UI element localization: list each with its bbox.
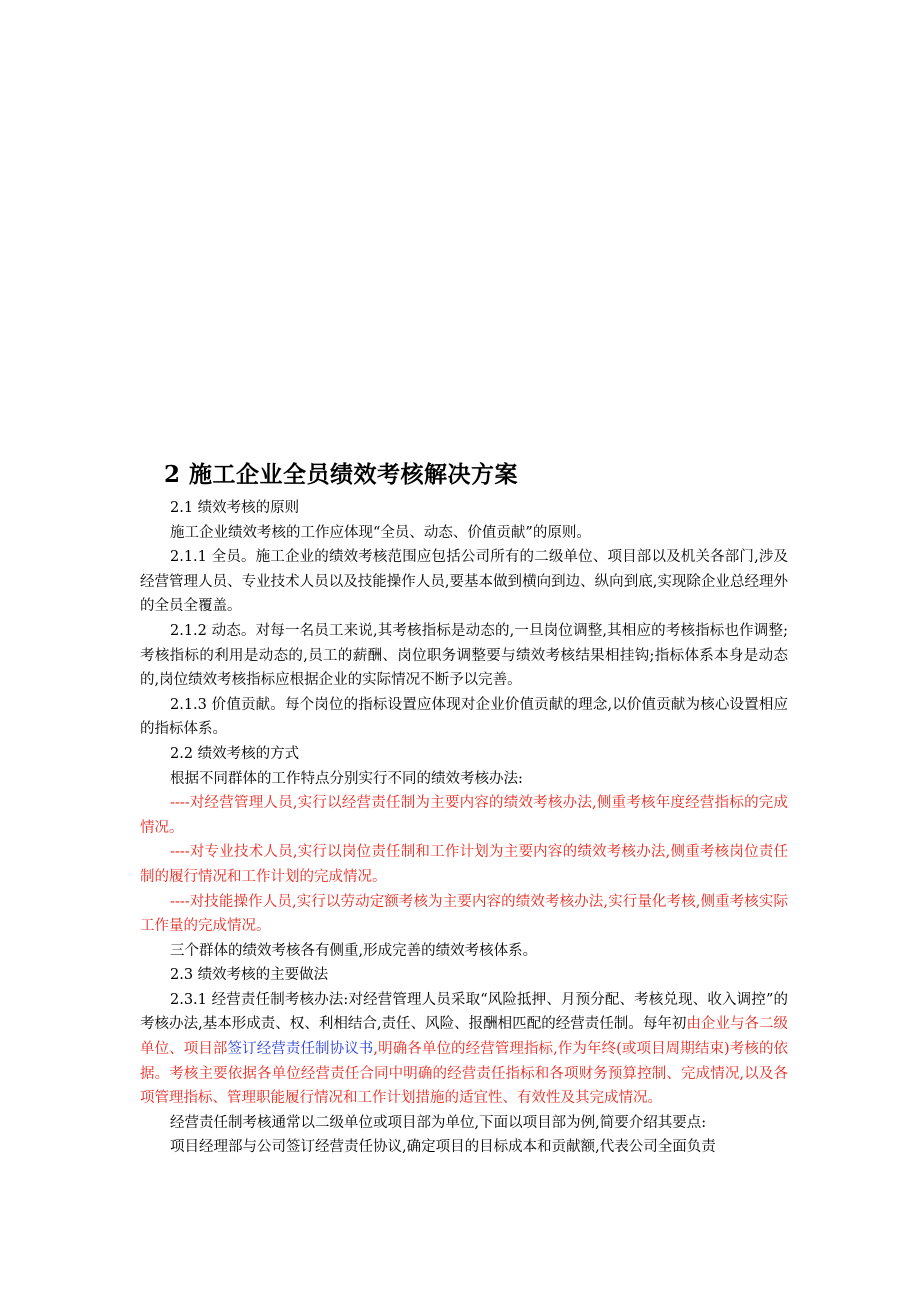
text-span: 经营责任制考核通常以二级单位或项目部为单位,下面以项目部为例,简要介绍其要点: bbox=[170, 1114, 707, 1131]
paragraph-2-3 bbox=[140, 963, 788, 988]
text-span: 2.3 绩效考核的主要做法 bbox=[170, 967, 329, 984]
section-heading: 2 施工企业全员绩效考核解决方案 bbox=[164, 461, 519, 488]
text-span: 根据不同群体的工作特点分别实行不同的绩效考核办法: bbox=[170, 770, 523, 787]
text-span: 三个群体的绩效考核各有侧重,形成完善的绩效考核体系。 bbox=[170, 942, 538, 959]
text-span: 2.1 绩效考核的原则 bbox=[170, 500, 300, 516]
text-span: 2.3.1 经营责任制考核办法:对经营管理人员采取“风险抵押、月预分配、考核兑现、收入调控”的考核办法,基本形成责、权、利相结合,责任、风险、报酬相匹配的经营责任制。每年初 bbox=[140, 991, 788, 1033]
red-text-span: ----对技能操作人员,实行以劳动定额考核为主要内容的绩效考核办法,实行量化考核,侧重考核实际工作量的完成情况。 bbox=[140, 893, 788, 935]
paragraph-summary bbox=[140, 939, 788, 964]
text-span: 2.2 绩效考核的方式 bbox=[170, 745, 300, 762]
paragraph-2-1 bbox=[140, 496, 788, 521]
paragraph-2-1-2 bbox=[140, 619, 788, 693]
text-span: 2.1.1 全员。施工企业的绩效考核范围应包括公司所有的二级单位、项目部以及机关各部门,涉及经营管理人员、专业技术人员以及技能操作人员,要基本做到横向到边、纵向到底,实现除企业总经理外的全员全覆盖。 bbox=[140, 549, 788, 615]
text-span: 2.1.3 价值贡献。每个岗位的指标设置应体现对企业价值贡献的理念,以价值贡献为核心设置相应的指标体系。 bbox=[140, 696, 788, 738]
text-span: 项目经理部与公司签订经营责任协议,确定项目的目标成本和贡献额,代表公司全面负责 bbox=[170, 1139, 716, 1156]
blue-text-span: 签订经营责任制协议书 bbox=[227, 1041, 374, 1058]
paragraph-project-manager bbox=[140, 1135, 788, 1160]
paragraph-principle-intro bbox=[140, 521, 788, 546]
paragraph-management-staff bbox=[140, 791, 788, 840]
paragraph-2-1-1 bbox=[140, 545, 788, 619]
paragraph-2-2 bbox=[140, 742, 788, 767]
paragraph-method-intro bbox=[140, 767, 788, 792]
red-text-span: ,明确各单位的经营管理指标,作为年终(或项目周期结束)考核的依据。考核主要依据各单位经营责任合同中明确的经营责任指标和各项财务预算控制、完成情况,以及各项管理指标、管理职能履行情况和工作计划措施的适宜性、有效性及其完成情况。 bbox=[140, 1041, 789, 1107]
paragraph-skilled-workers bbox=[140, 890, 788, 939]
red-text-span: 由企业与各二级单位、项目部 bbox=[140, 1016, 789, 1058]
paragraph-2-1-3 bbox=[140, 693, 788, 742]
text-span: 施工企业绩效考核的工作应体现“全员、动态、价值贡献”的原则。 bbox=[170, 524, 591, 541]
document-body bbox=[140, 458, 788, 1160]
red-text-span: ----对专业技术人员,实行以岗位责任制和工作计划为主要内容的绩效考核办法,侧重考核岗位责任制的履行情况和工作计划的完成情况。 bbox=[140, 844, 788, 885]
paragraph-2-3-1 bbox=[140, 988, 788, 1111]
paragraph-technical-staff bbox=[140, 840, 788, 889]
text-span: 2.1.2 动态。对每一名员工来说,其考核指标是动态的,一旦岗位调整,其相应的考核指标也作调整;考核指标的利用是动态的,员工的薪酬、岗位职务调整要与绩效考核结果相挂钩;指标体系本身是动态的,岗位绩效考核指标应根据企业的实际情况不断予以完善。 bbox=[140, 622, 788, 689]
paragraph-project-example bbox=[140, 1111, 788, 1136]
red-text-span: ----对经营管理人员,实行以经营责任制为主要内容的绩效考核办法,侧重考核年度经营指标的完成情况。 bbox=[140, 795, 788, 836]
